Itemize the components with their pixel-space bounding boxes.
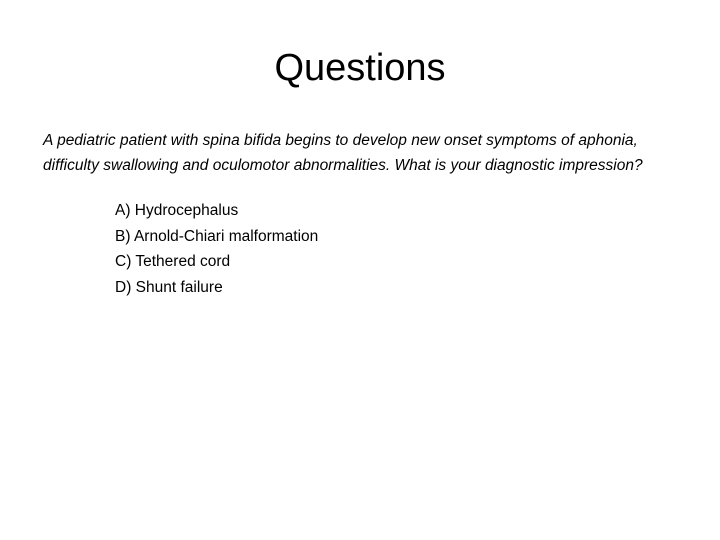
option-a: A) Hydrocephalus bbox=[115, 202, 239, 219]
option-b: B) Arnold-Chiari malformation bbox=[115, 227, 319, 245]
option-d: D) Shunt failure bbox=[115, 278, 223, 296]
slide-title: Questions bbox=[274, 47, 446, 89]
answer-options bbox=[115, 198, 675, 300]
question-text: A pediatric patient with spina bifida begins to develop new onset symptoms of aphonia, difficulty swallowing and oculomotor abnormalities. What is your diagnostic impression? bbox=[43, 132, 643, 174]
option-c: C) Tethered cord bbox=[115, 253, 231, 270]
